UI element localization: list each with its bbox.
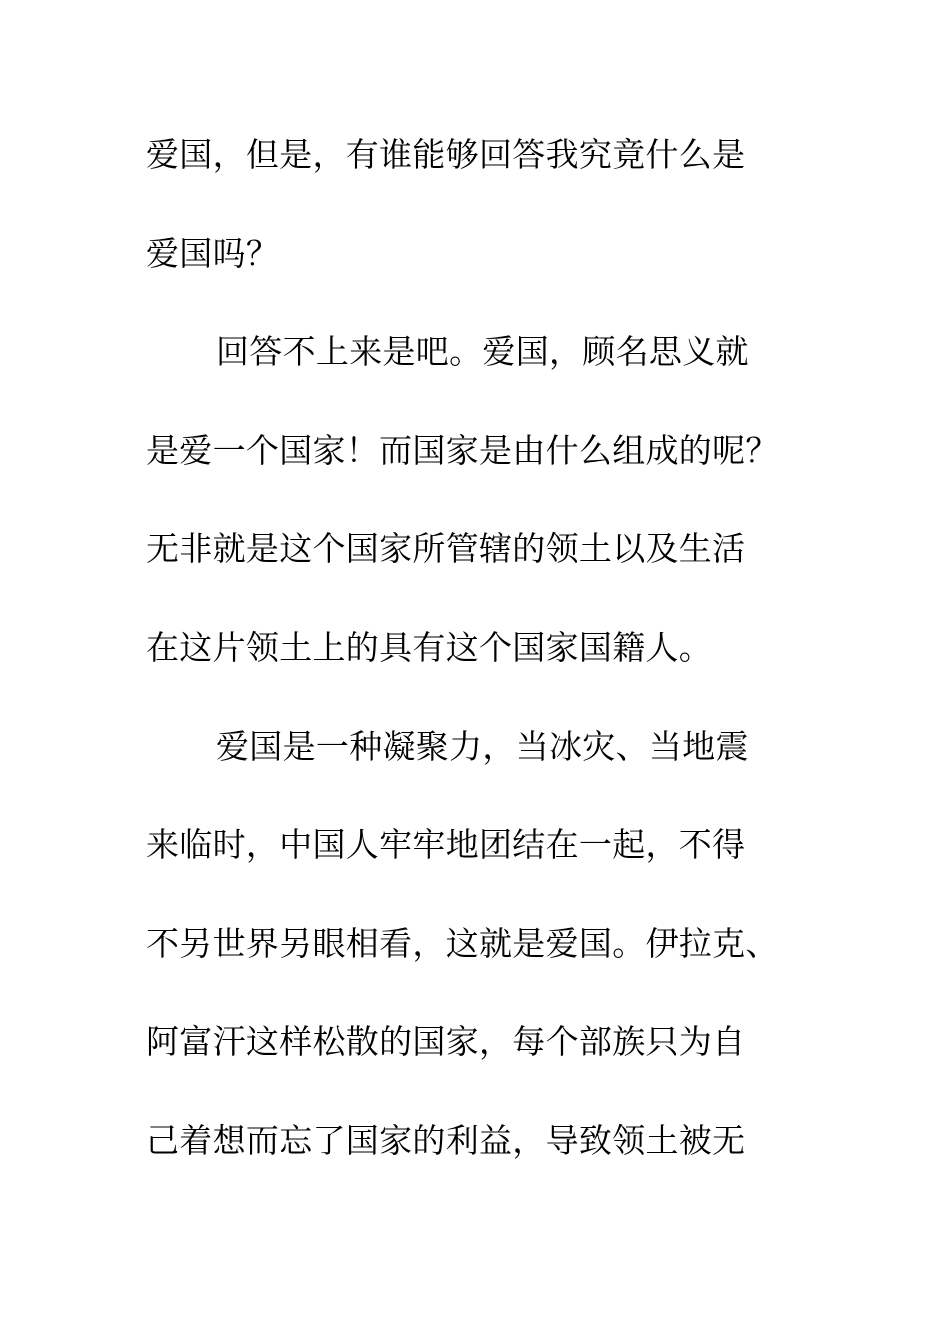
text-line: 无非就是这个国家所管辖的领土以及生活: [146, 529, 746, 569]
text-line: 爱国，但是，有谁能够回答我究竟什么是: [146, 135, 746, 174]
text-line: 爱国是一种凝聚力，当冰灾、当地震: [216, 726, 749, 766]
text-line: 不另世界另眼相看，这就是爱国。伊拉克、: [146, 923, 779, 963]
text-line: 己着想而忘了国家的利益，导致领土被无: [146, 1120, 746, 1160]
text-line: 来临时，中国人牢牢地团结在一起，不得: [146, 825, 746, 865]
text-line: 在这片领土上的具有这个国家国籍人。: [146, 627, 713, 667]
text-line: 阿富汗这样松散的国家，每个部族只为自: [146, 1022, 746, 1062]
body-text: [146, 125, 806, 1210]
text-line: 回答不上来是吧。爱国，顾名思义就: [216, 332, 749, 372]
text-line: 是爱一个国家！而国家是由什么组成的呢？: [146, 430, 779, 470]
text-line: 爱国吗？: [146, 233, 280, 273]
